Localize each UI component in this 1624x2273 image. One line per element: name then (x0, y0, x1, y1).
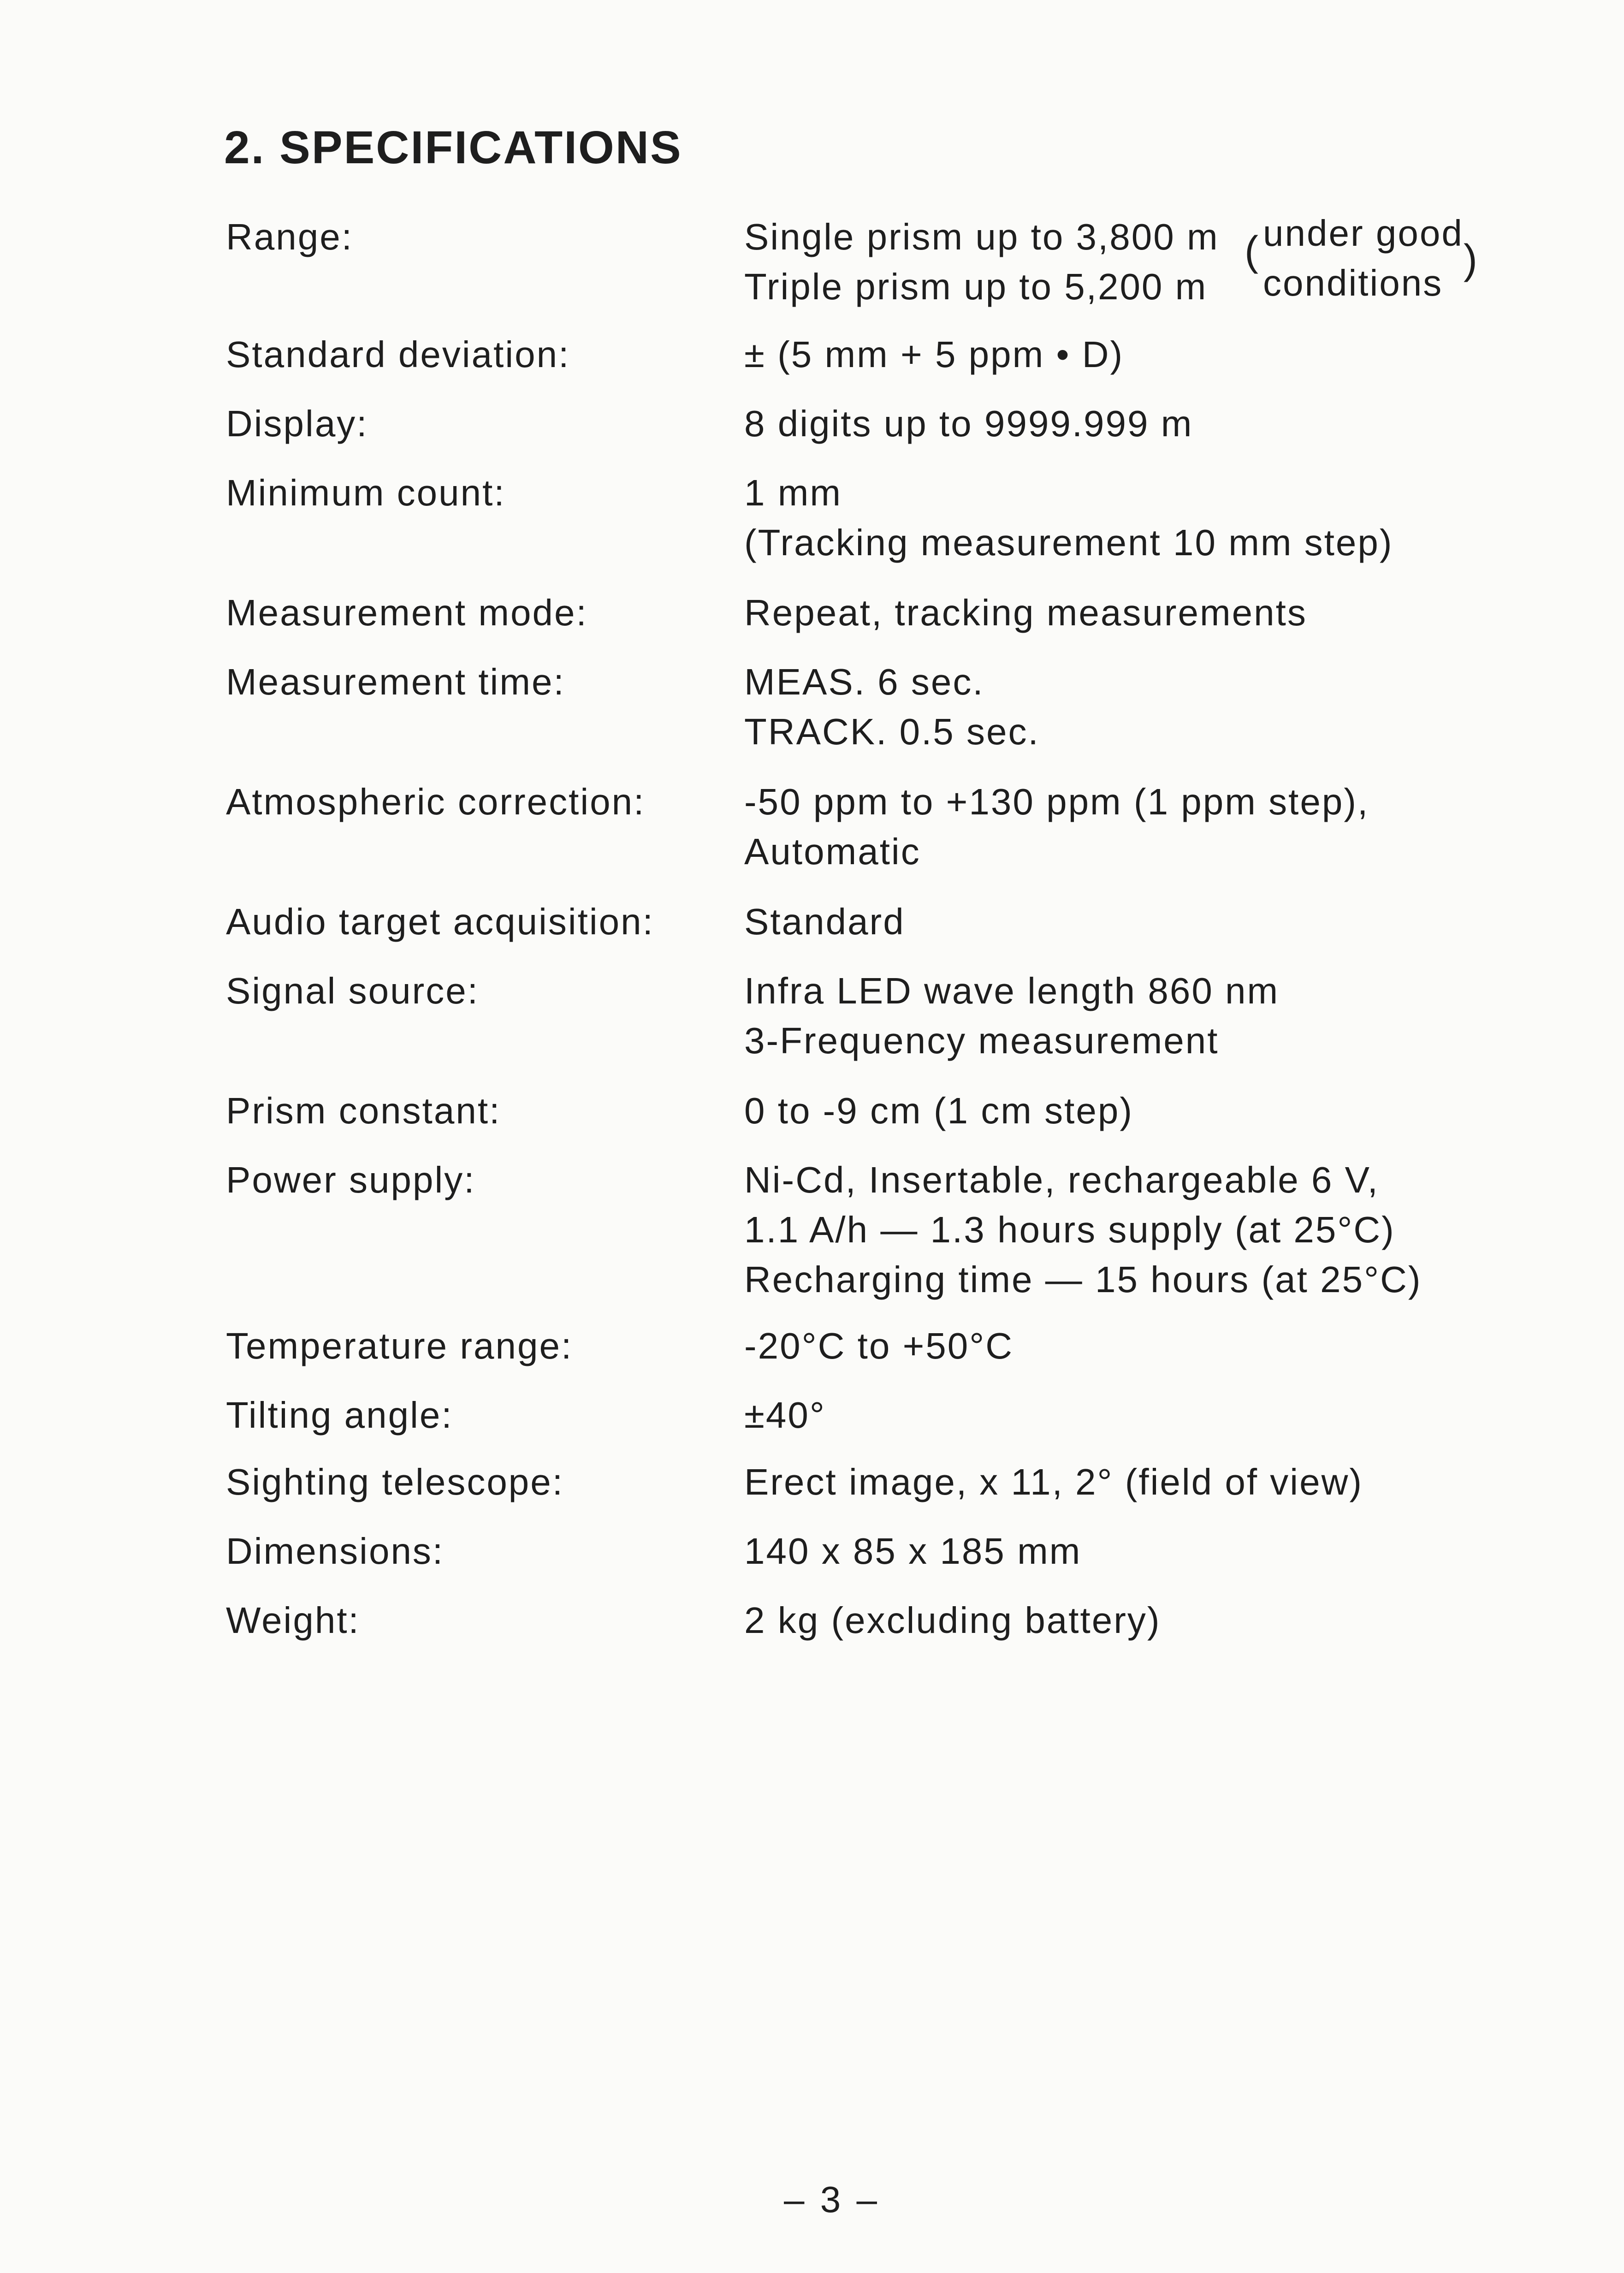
spec-value (744, 399, 1193, 449)
open-parenthesis: ( (1245, 228, 1260, 274)
spec-label: Measurement mode: (226, 592, 588, 633)
range-lines (744, 212, 1219, 312)
spec-value-line: 3-Frequency measurement (744, 1020, 1219, 1061)
spec-value-line: 1.1 A/h — 1.3 hours supply (at 25°C) (744, 1209, 1395, 1250)
spec-value (744, 330, 1124, 380)
range-single-prism: Single prism up to 3,800 m (744, 216, 1219, 257)
spec-label: Temperature range: (226, 1325, 573, 1366)
spec-label: Measurement time: (226, 661, 565, 702)
page-number: – 3 – (784, 2179, 880, 2220)
spec-value (744, 1155, 1422, 1305)
spec-value-line: Ni-Cd, Insertable, rechargeable 6 V, (744, 1159, 1379, 1200)
spec-label: Minimum count: (226, 472, 506, 513)
spec-value (744, 1526, 1081, 1576)
spec-value-line: 2 kg (excluding battery) (744, 1600, 1161, 1641)
spec-value (744, 1086, 1133, 1136)
spec-value-line: (Tracking measurement 10 mm step) (744, 522, 1393, 563)
spec-label: Signal source: (226, 970, 479, 1011)
spec-label: Display: (226, 403, 368, 444)
spec-value (744, 1390, 826, 1440)
spec-value-line: 140 x 85 x 185 mm (744, 1531, 1082, 1572)
spec-value (744, 1457, 1363, 1507)
spec-value-line: ± (5 mm + 5 ppm • D) (744, 334, 1124, 375)
spec-value-line: MEAS. 6 sec. (744, 661, 984, 702)
spec-value (744, 1596, 1161, 1645)
section-heading: 2. SPECIFICATIONS (224, 122, 682, 173)
spec-label: Dimensions: (226, 1531, 445, 1572)
spec-value-line: -50 ppm to +130 ppm (1 ppm step), (744, 781, 1369, 822)
spec-value-line: TRACK. 0.5 sec. (744, 711, 1040, 752)
spec-label: Power supply: (226, 1159, 476, 1200)
spec-value-line: ±40° (744, 1395, 826, 1436)
spec-value-line: Automatic (744, 831, 921, 872)
spec-label: Range: (226, 216, 353, 257)
spec-value (744, 966, 1279, 1066)
spec-value-line: Erect image, x 11, 2° (field of view) (744, 1461, 1363, 1502)
note-conditions: conditions (1263, 262, 1443, 303)
spec-value (744, 657, 1040, 757)
spec-label: Tilting angle: (226, 1395, 453, 1436)
spec-value-line: Infra LED wave length 860 nm (744, 970, 1280, 1011)
spec-value (744, 468, 1393, 568)
spec-value-line: 1 mm (744, 472, 842, 513)
spec-label: Audio target acquisition: (226, 901, 654, 942)
range-triple-prism: Triple prism up to 5,200 m (744, 266, 1208, 307)
spec-value (744, 588, 1307, 638)
note-under-good: under good (1263, 213, 1464, 254)
spec-value-line: 0 to -9 cm (1 cm step) (744, 1090, 1133, 1131)
spec-value-line: Recharging time — 15 hours (at 25°C) (744, 1259, 1422, 1300)
close-parenthesis: ) (1464, 237, 1479, 283)
spec-label: Weight: (226, 1600, 360, 1641)
spec-label: Prism constant: (226, 1090, 501, 1131)
spec-value (744, 777, 1369, 877)
spec-value-line: Repeat, tracking measurements (744, 592, 1307, 633)
spec-label: Atmospheric correction: (226, 781, 646, 822)
spec-label: Sighting telescope: (226, 1461, 564, 1502)
spec-value-line: 8 digits up to 9999.999 m (744, 403, 1193, 444)
spec-value (744, 897, 905, 947)
spec-value-line: Standard (744, 901, 905, 942)
spec-value-line: -20°C to +50°C (744, 1325, 1014, 1366)
spec-value (744, 1321, 1014, 1371)
spec-label: Standard deviation: (226, 334, 570, 375)
